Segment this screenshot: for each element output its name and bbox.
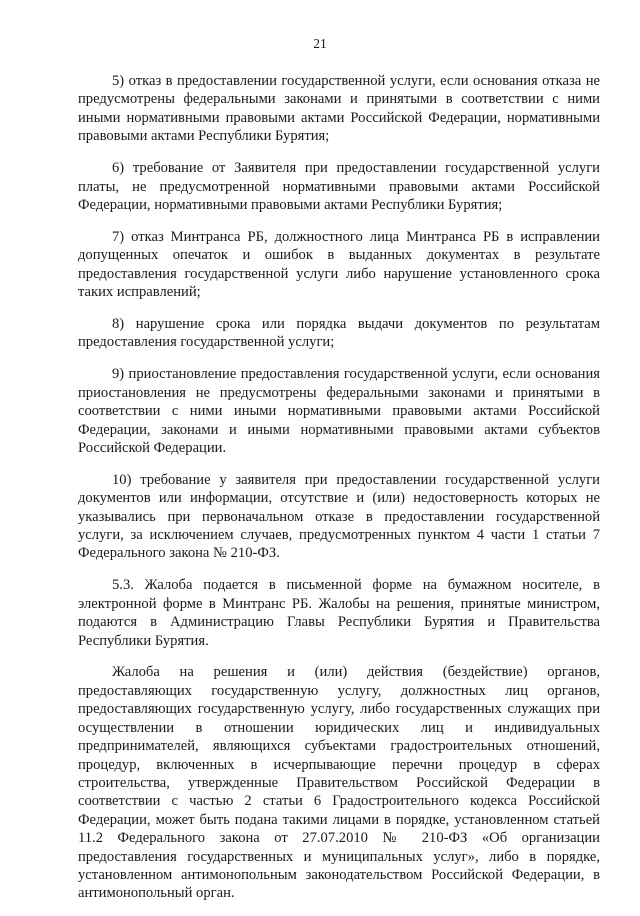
paragraph-item-9: 9) приостановление предоставления государственной услуги, если основания приостановления не предусмотрены федеральными законами и принятыми в соответствии с ними иными нормативными правовыми актами Российской Федерации, законами и иными нормативными правовыми актами субъектов Российской Федерации. bbox=[78, 366, 600, 456]
paragraph-section-5-3: 5.3. Жалоба подается в письменной форме на бумажном носителе, в электронной форме в Минтранс РБ. Жалобы на решения, принятые министром, подаются в Администрацию Главы Республики Бурятия и Правительства Республики Бурятия. bbox=[78, 577, 600, 649]
paragraph-item-8: 8) нарушение срока или порядка выдачи документов по результатам предоставления государственной услуги; bbox=[78, 315, 600, 351]
document-body bbox=[78, 72, 600, 916]
paragraph-complaint-procedure: Жалоба на решения и (или) действия (бездействие) органов, предоставляющих государственную услугу, должностных лиц органов, предоставляющих государственную услугу, либо государственных служащих при осуществлении в отношении юридических лиц и индивидуальных предпринимателей, являющихся субъектами градостроительных отношений, процедур, включенных в исчерпывающие перечни процедур в сферах строительства, утвержденные Правительством Российской Федерации в соответствии с частью 2 статьи 6 Градостроительного кодекса Российской Федерации, может быть подана такими лицами в порядке, установленном статьей 11.2 Федерального закона от 27.07.2010 № 210-ФЗ «Об организации предоставления государственных и муниципальных услуг», либо в порядке, установленном антимонопольным законодательством Российской Федерации, в антимонопольный орган. bbox=[78, 664, 600, 902]
paragraph-item-5: 5) отказ в предоставлении государственной услуги, если основания отказа не предусмотрены федеральными законами и принятыми в соответствии с ними иными нормативными правовыми актами Российской Федерации, нормативными правовыми актами Республики Бурятия; bbox=[78, 73, 600, 145]
paragraph-item-6: 6) требование от Заявителя при предоставлении государственной услуги платы, не предусмотренной нормативными правовыми актами Российской Федерации, нормативными правовыми актами Республики Бурятия; bbox=[78, 160, 600, 213]
paragraph-item-10: 10) требование у заявителя при предоставлении государственной услуги документов или информации, отсутствие и (или) недостоверность которых не указывались при первоначальном отказе в предоставлении государственной услуги, за исключением случаев, предусмотренных пунктом 4 части 1 статьи 7 Федерального закона № 210-ФЗ. bbox=[78, 471, 600, 562]
paragraph-item-7: 7) отказ Минтранса РБ, должностного лица Минтранса РБ в исправлении допущенных опечаток и ошибок в выданных документах в результате предоставления государственной услуги либо нарушение установленного срока таких исправлений; bbox=[78, 228, 600, 301]
page-number: 21 bbox=[313, 36, 327, 51]
